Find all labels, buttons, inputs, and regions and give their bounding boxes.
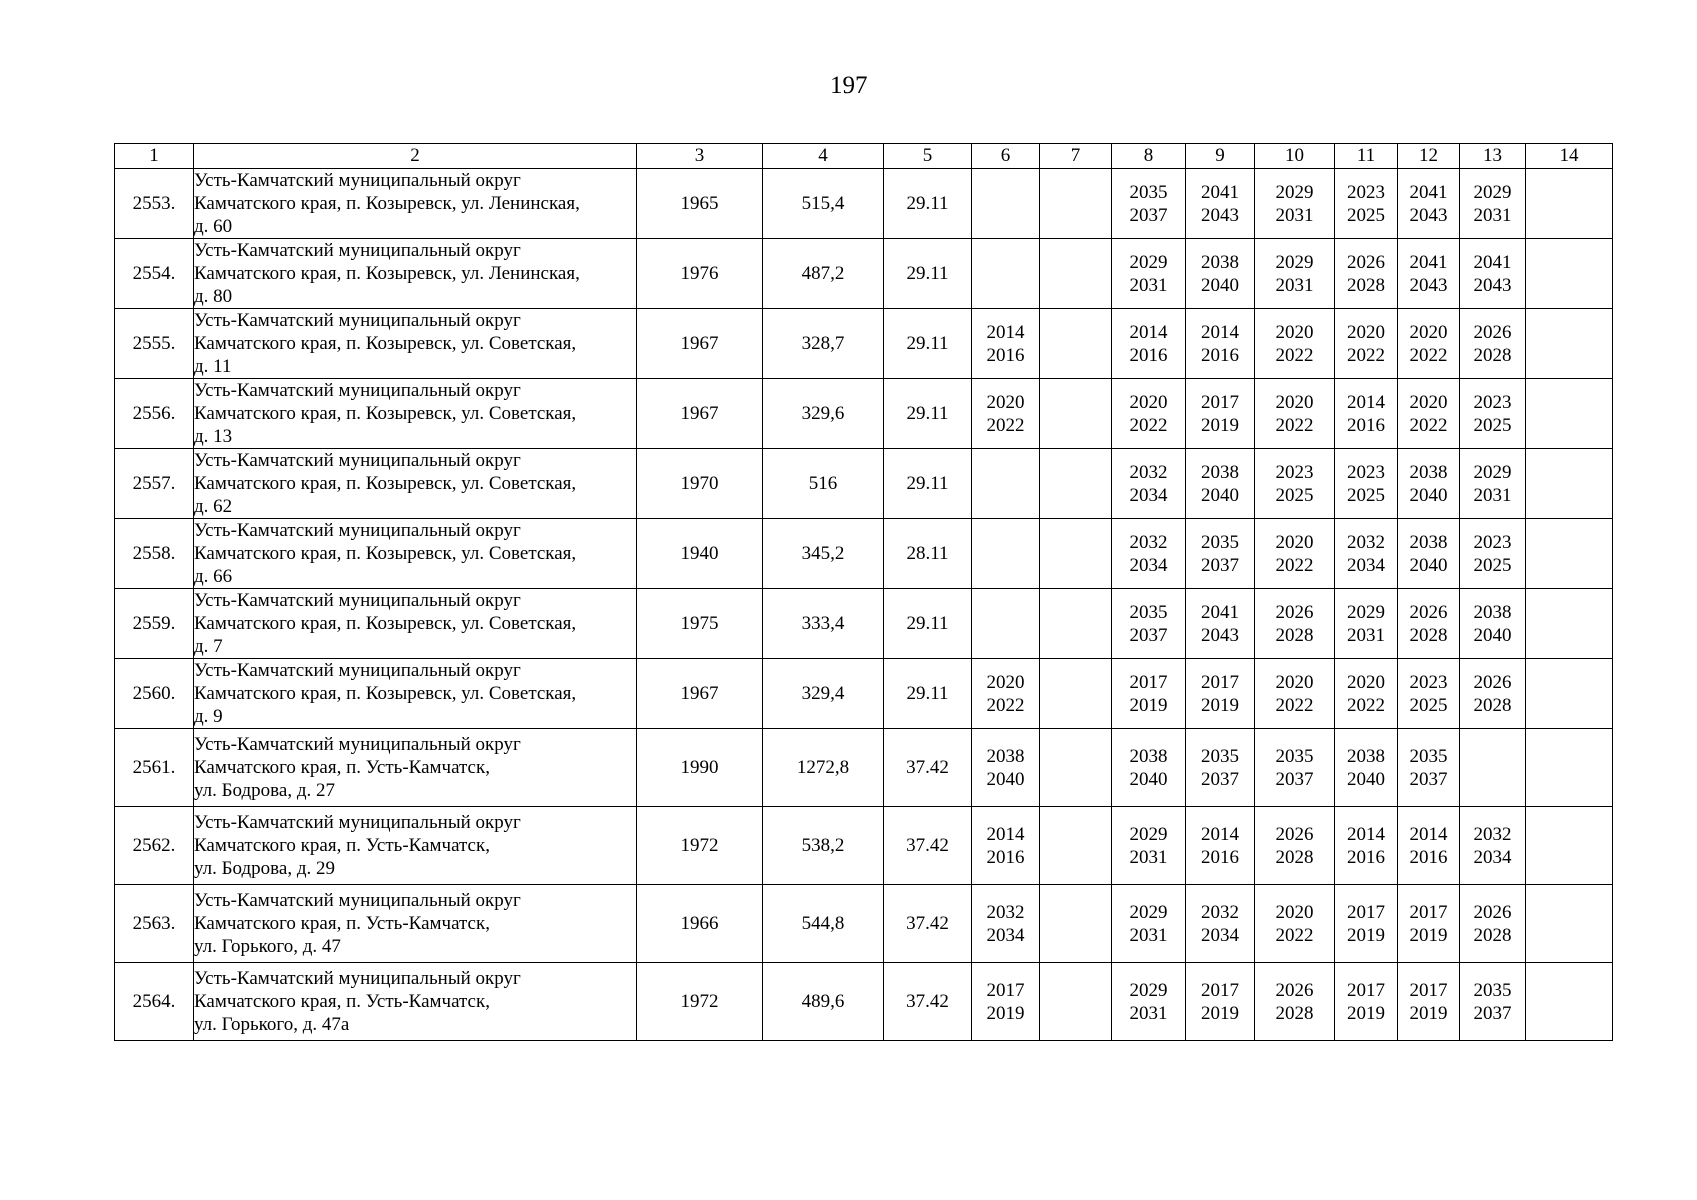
year-cell: 1940 xyxy=(637,519,763,589)
col11-cell: 2026 2028 xyxy=(1335,239,1398,309)
address-cell: Усть-Камчатский муниципальный округ Камчатского края, п. Козыревск, ул. Советская, д. 13 xyxy=(194,379,637,449)
col13-cell: 2026 2028 xyxy=(1460,309,1526,379)
code-cell: 29.11 xyxy=(884,169,972,239)
code-cell: 29.11 xyxy=(884,239,972,309)
header-row xyxy=(115,144,1613,169)
col14-cell xyxy=(1526,239,1613,309)
col14-cell xyxy=(1526,885,1613,963)
year-cell: 1966 xyxy=(637,885,763,963)
year-cell: 1972 xyxy=(637,807,763,885)
col7-cell xyxy=(1040,659,1112,729)
row-number: 2563. xyxy=(115,885,194,963)
area-cell: 1272,8 xyxy=(763,729,884,807)
col6-cell xyxy=(972,449,1040,519)
col14-cell xyxy=(1526,659,1613,729)
column-header: 1 xyxy=(115,144,194,169)
register-table xyxy=(114,143,1613,1041)
col10-cell: 2020 2022 xyxy=(1255,659,1335,729)
col11-cell: 2020 2022 xyxy=(1335,309,1398,379)
column-header: 8 xyxy=(1112,144,1186,169)
table-row xyxy=(115,239,1613,309)
code-cell: 29.11 xyxy=(884,449,972,519)
col13-cell: 2029 2031 xyxy=(1460,169,1526,239)
col13-cell: 2038 2040 xyxy=(1460,589,1526,659)
row-number: 2554. xyxy=(115,239,194,309)
col7-cell xyxy=(1040,169,1112,239)
col11-cell: 2017 2019 xyxy=(1335,963,1398,1041)
year-cell: 1972 xyxy=(637,963,763,1041)
col12-cell: 2035 2037 xyxy=(1398,729,1460,807)
address-cell: Усть-Камчатский муниципальный округ Камчатского края, п. Козыревск, ул. Советская, д. 66 xyxy=(194,519,637,589)
col6-cell: 2014 2016 xyxy=(972,309,1040,379)
col12-cell: 2014 2016 xyxy=(1398,807,1460,885)
row-number: 2559. xyxy=(115,589,194,659)
col11-cell: 2029 2031 xyxy=(1335,589,1398,659)
col11-cell: 2023 2025 xyxy=(1335,169,1398,239)
col7-cell xyxy=(1040,589,1112,659)
row-number: 2556. xyxy=(115,379,194,449)
code-cell: 29.11 xyxy=(884,379,972,449)
col8-cell: 2020 2022 xyxy=(1112,379,1186,449)
col14-cell xyxy=(1526,589,1613,659)
code-cell: 28.11 xyxy=(884,519,972,589)
year-cell: 1967 xyxy=(637,309,763,379)
area-cell: 345,2 xyxy=(763,519,884,589)
col9-cell: 2041 2043 xyxy=(1186,589,1255,659)
year-cell: 1970 xyxy=(637,449,763,519)
address-cell: Усть-Камчатский муниципальный округ Камчатского края, п. Козыревск, ул. Советская, д. 62 xyxy=(194,449,637,519)
col8-cell: 2029 2031 xyxy=(1112,239,1186,309)
row-number: 2561. xyxy=(115,729,194,807)
area-cell: 516 xyxy=(763,449,884,519)
area-cell: 333,4 xyxy=(763,589,884,659)
address-cell: Усть-Камчатский муниципальный округ Камчатского края, п. Усть-Камчатск, ул. Горького, д. 47 xyxy=(194,885,637,963)
table-row xyxy=(115,519,1613,589)
col10-cell: 2020 2022 xyxy=(1255,379,1335,449)
address-cell: Усть-Камчатский муниципальный округ Камчатского края, п. Усть-Камчатск, ул. Горького, д. 47а xyxy=(194,963,637,1041)
col12-cell: 2023 2025 xyxy=(1398,659,1460,729)
year-cell: 1975 xyxy=(637,589,763,659)
address-cell: Усть-Камчатский муниципальный округ Камчатского края, п. Козыревск, ул. Советская, д. 9 xyxy=(194,659,637,729)
column-header: 7 xyxy=(1040,144,1112,169)
col10-cell: 2020 2022 xyxy=(1255,885,1335,963)
col14-cell xyxy=(1526,519,1613,589)
code-cell: 37.42 xyxy=(884,885,972,963)
col9-cell: 2017 2019 xyxy=(1186,379,1255,449)
page-number-text: 197 xyxy=(830,72,868,99)
col6-cell xyxy=(972,169,1040,239)
col6-cell: 2014 2016 xyxy=(972,807,1040,885)
col6-cell xyxy=(972,589,1040,659)
area-cell: 329,6 xyxy=(763,379,884,449)
table-row xyxy=(115,729,1613,807)
row-number: 2557. xyxy=(115,449,194,519)
col10-cell: 2029 2031 xyxy=(1255,169,1335,239)
col6-cell: 2020 2022 xyxy=(972,659,1040,729)
row-number: 2564. xyxy=(115,963,194,1041)
table-row xyxy=(115,963,1613,1041)
column-header: 4 xyxy=(763,144,884,169)
column-header: 14 xyxy=(1526,144,1613,169)
col13-cell xyxy=(1460,729,1526,807)
col13-cell: 2026 2028 xyxy=(1460,659,1526,729)
area-cell: 487,2 xyxy=(763,239,884,309)
col11-cell: 2032 2034 xyxy=(1335,519,1398,589)
year-cell: 1965 xyxy=(637,169,763,239)
column-header: 2 xyxy=(194,144,637,169)
col11-cell: 2017 2019 xyxy=(1335,885,1398,963)
col6-cell: 2017 2019 xyxy=(972,963,1040,1041)
year-cell: 1967 xyxy=(637,379,763,449)
col9-cell: 2014 2016 xyxy=(1186,309,1255,379)
col12-cell: 2038 2040 xyxy=(1398,519,1460,589)
col8-cell: 2035 2037 xyxy=(1112,169,1186,239)
col7-cell xyxy=(1040,519,1112,589)
col10-cell: 2035 2037 xyxy=(1255,729,1335,807)
col13-cell: 2023 2025 xyxy=(1460,519,1526,589)
col14-cell xyxy=(1526,963,1613,1041)
code-cell: 29.11 xyxy=(884,659,972,729)
table-row xyxy=(115,449,1613,519)
col9-cell: 2041 2043 xyxy=(1186,169,1255,239)
col12-cell: 2041 2043 xyxy=(1398,239,1460,309)
col7-cell xyxy=(1040,729,1112,807)
table-row xyxy=(115,659,1613,729)
column-header: 11 xyxy=(1335,144,1398,169)
column-header: 3 xyxy=(637,144,763,169)
col8-cell: 2038 2040 xyxy=(1112,729,1186,807)
area-cell: 329,4 xyxy=(763,659,884,729)
col12-cell: 2026 2028 xyxy=(1398,589,1460,659)
col8-cell: 2014 2016 xyxy=(1112,309,1186,379)
col13-cell: 2029 2031 xyxy=(1460,449,1526,519)
col7-cell xyxy=(1040,807,1112,885)
col13-cell: 2041 2043 xyxy=(1460,239,1526,309)
col10-cell: 2020 2022 xyxy=(1255,309,1335,379)
table-row xyxy=(115,379,1613,449)
column-header: 13 xyxy=(1460,144,1526,169)
col9-cell: 2032 2034 xyxy=(1186,885,1255,963)
code-cell: 37.42 xyxy=(884,963,972,1041)
col8-cell: 2017 2019 xyxy=(1112,659,1186,729)
address-cell: Усть-Камчатский муниципальный округ Камчатского края, п. Козыревск, ул. Ленинская, д. 60 xyxy=(194,169,637,239)
col13-cell: 2026 2028 xyxy=(1460,885,1526,963)
col12-cell: 2017 2019 xyxy=(1398,885,1460,963)
col6-cell: 2038 2040 xyxy=(972,729,1040,807)
area-cell: 515,4 xyxy=(763,169,884,239)
col12-cell: 2020 2022 xyxy=(1398,309,1460,379)
table-row xyxy=(115,807,1613,885)
address-cell: Усть-Камчатский муниципальный округ Камчатского края, п. Козыревск, ул. Советская, д. 11 xyxy=(194,309,637,379)
col13-cell: 2035 2037 xyxy=(1460,963,1526,1041)
col7-cell xyxy=(1040,309,1112,379)
row-number: 2555. xyxy=(115,309,194,379)
col6-cell: 2032 2034 xyxy=(972,885,1040,963)
col11-cell: 2014 2016 xyxy=(1335,379,1398,449)
col8-cell: 2029 2031 xyxy=(1112,963,1186,1041)
code-cell: 29.11 xyxy=(884,309,972,379)
col12-cell: 2017 2019 xyxy=(1398,963,1460,1041)
col7-cell xyxy=(1040,449,1112,519)
col6-cell xyxy=(972,519,1040,589)
code-cell: 29.11 xyxy=(884,589,972,659)
row-number: 2562. xyxy=(115,807,194,885)
area-cell: 328,7 xyxy=(763,309,884,379)
col10-cell: 2026 2028 xyxy=(1255,963,1335,1041)
col10-cell: 2023 2025 xyxy=(1255,449,1335,519)
table-row xyxy=(115,885,1613,963)
col7-cell xyxy=(1040,963,1112,1041)
col11-cell: 2020 2022 xyxy=(1335,659,1398,729)
address-cell: Усть-Камчатский муниципальный округ Камчатского края, п. Усть-Камчатск, ул. Бодрова, д. 27 xyxy=(194,729,637,807)
col8-cell: 2032 2034 xyxy=(1112,519,1186,589)
col10-cell: 2029 2031 xyxy=(1255,239,1335,309)
area-cell: 489,6 xyxy=(763,963,884,1041)
col14-cell xyxy=(1526,807,1613,885)
area-cell: 544,8 xyxy=(763,885,884,963)
year-cell: 1976 xyxy=(637,239,763,309)
col12-cell: 2038 2040 xyxy=(1398,449,1460,519)
column-header: 10 xyxy=(1255,144,1335,169)
col10-cell: 2026 2028 xyxy=(1255,589,1335,659)
code-cell: 37.42 xyxy=(884,807,972,885)
column-header: 12 xyxy=(1398,144,1460,169)
address-cell: Усть-Камчатский муниципальный округ Камчатского края, п. Козыревск, ул. Советская, д. 7 xyxy=(194,589,637,659)
col8-cell: 2029 2031 xyxy=(1112,807,1186,885)
col9-cell: 2035 2037 xyxy=(1186,729,1255,807)
year-cell: 1967 xyxy=(637,659,763,729)
col14-cell xyxy=(1526,379,1613,449)
column-header: 9 xyxy=(1186,144,1255,169)
col7-cell xyxy=(1040,885,1112,963)
row-number: 2558. xyxy=(115,519,194,589)
col7-cell xyxy=(1040,379,1112,449)
table-row xyxy=(115,169,1613,239)
col9-cell: 2017 2019 xyxy=(1186,659,1255,729)
col9-cell: 2038 2040 xyxy=(1186,239,1255,309)
table-row xyxy=(115,309,1613,379)
col12-cell: 2020 2022 xyxy=(1398,379,1460,449)
col11-cell: 2023 2025 xyxy=(1335,449,1398,519)
col7-cell xyxy=(1040,239,1112,309)
col8-cell: 2032 2034 xyxy=(1112,449,1186,519)
year-cell: 1990 xyxy=(637,729,763,807)
row-number: 2553. xyxy=(115,169,194,239)
col9-cell: 2035 2037 xyxy=(1186,519,1255,589)
col13-cell: 2032 2034 xyxy=(1460,807,1526,885)
col11-cell: 2038 2040 xyxy=(1335,729,1398,807)
col9-cell: 2014 2016 xyxy=(1186,807,1255,885)
col14-cell xyxy=(1526,729,1613,807)
col8-cell: 2035 2037 xyxy=(1112,589,1186,659)
column-header: 5 xyxy=(884,144,972,169)
address-cell: Усть-Камчатский муниципальный округ Камчатского края, п. Козыревск, ул. Ленинская, д. 80 xyxy=(194,239,637,309)
code-cell: 37.42 xyxy=(884,729,972,807)
table-row xyxy=(115,589,1613,659)
col10-cell: 2020 2022 xyxy=(1255,519,1335,589)
col13-cell: 2023 2025 xyxy=(1460,379,1526,449)
col9-cell: 2017 2019 xyxy=(1186,963,1255,1041)
col12-cell: 2041 2043 xyxy=(1398,169,1460,239)
address-cell: Усть-Камчатский муниципальный округ Камчатского края, п. Усть-Камчатск, ул. Бодрова, д. 29 xyxy=(194,807,637,885)
row-number: 2560. xyxy=(115,659,194,729)
col14-cell xyxy=(1526,309,1613,379)
col9-cell: 2038 2040 xyxy=(1186,449,1255,519)
col14-cell xyxy=(1526,449,1613,519)
col8-cell: 2029 2031 xyxy=(1112,885,1186,963)
col14-cell xyxy=(1526,169,1613,239)
col11-cell: 2014 2016 xyxy=(1335,807,1398,885)
col10-cell: 2026 2028 xyxy=(1255,807,1335,885)
area-cell: 538,2 xyxy=(763,807,884,885)
column-header: 6 xyxy=(972,144,1040,169)
col6-cell: 2020 2022 xyxy=(972,379,1040,449)
col6-cell xyxy=(972,239,1040,309)
